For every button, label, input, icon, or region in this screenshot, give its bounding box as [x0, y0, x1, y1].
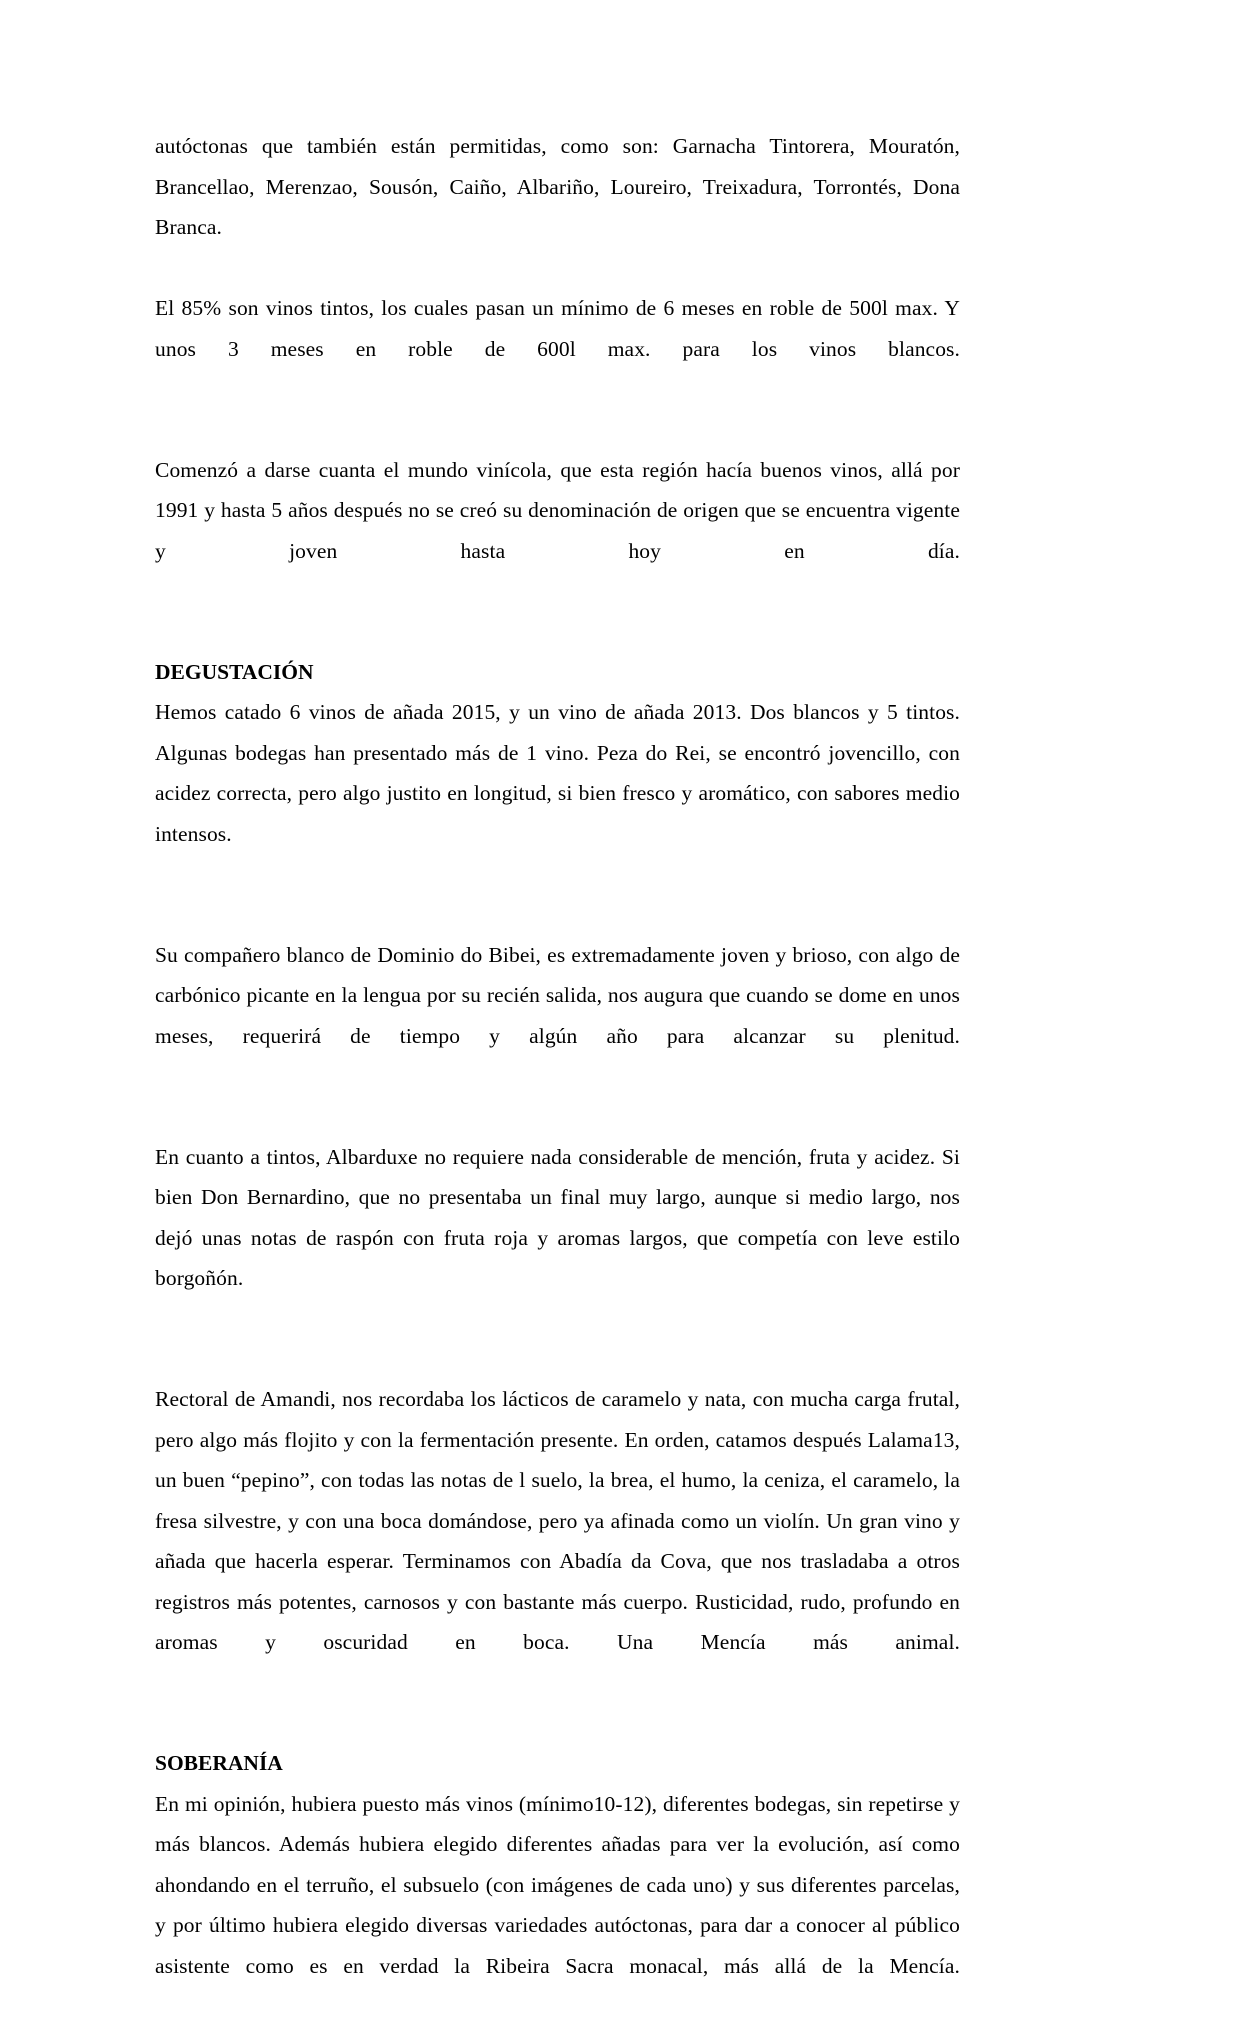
paragraph-tintos-roble: El 85% son vinos tintos, los cuales pasan un mínimo de 6 meses en roble de 500l max. Y unos 3 meses en roble de 600l max. para los vinos blancos. [155, 296, 960, 361]
document-body [155, 126, 960, 2027]
spacer [155, 1097, 960, 1137]
paragraph-dominio-do-bibei: Su compañero blanco de Dominio do Bibei, es extremadamente joven y brioso, con algo de carbónico picante en la lengua por su recién salida, nos augura que cuando se dome en unos meses, requerirá de tiempo y algún año para alcanzar su plenitud. [155, 942, 960, 1048]
paragraph-autoctonas: autóctonas que también están permitidas, como son: Garnacha Tintorera, Mouratón, Brancellao, Merenzao, Sousón, Caiño, Albariño, Loureiro, Treixadura, Torrontés, Dona Branca. [155, 134, 960, 239]
spacer [155, 1339, 960, 1379]
spacer [155, 612, 960, 652]
paragraph-opinion-final: En mi opinión, hubiera puesto más vinos (mínimo10-12), diferentes bodegas, sin repetirse y más blancos. Además hubiera elegido diferentes añadas para ver la evolución, así como ahondando en el terruño, el subsuelo (con imágenes de cada uno) y sus diferentes parcelas, y por último hubiera elegido diversas variedades autóctonas, para dar a conocer al público asistente como es en verdad la Ribeira Sacra monacal, más allá de la Mencía. [155, 1791, 960, 1978]
paragraph-albarduxe-don-bernardino: En cuanto a tintos, Albarduxe no requiere nada considerable de mención, fruta y acidez. Si bien Don Bernardino, que no presentaba un final muy largo, aunque si medio largo, nos dejó unas notas de raspón con fruta roja y aromas largos, que competía con leve estilo borgoñón. [155, 1144, 960, 1290]
section-heading-degustacion: DEGUSTACIÓN [155, 659, 314, 684]
paragraph-peza-do-rei: Hemos catado 6 vinos de añada 2015, y un vino de añada 2013. Dos blancos y 5 tintos. Algunas bodegas han presentado más de 1 vino. Peza do Rei, se encontró jovencillo, con acidez correcta, pero algo justito en longitud, si bien fresco y aromático, con sabores medio intensos. [155, 700, 960, 846]
paragraph-denominacion-origen: Comenzó a darse cuanta el mundo vinícola, que esta región hacía buenos vinos, allá por 1991 y hasta 5 años después no se creó su denominación de origen que se encuentra vigente y joven hasta hoy en día. [155, 457, 960, 563]
spacer [155, 410, 960, 450]
paragraph-rectoral-de-amandi: Rectoral de Amandi, nos recordaba los lácticos de caramelo y nata, con mucha carga frutal, pero algo más flojito y con la fermentación presente. En orden, catamos después Lalama13, un buen “pepino”, con todas las notas de l suelo, la brea, el humo, la ceniza, el caramelo, la fresa silvestre, y con una boca domándose, pero ya afinada como un violín. Un gran vino y añada que hacerla esperar. Terminamos con Abadía da Cova, que nos trasladaba a otros registros más potentes, carnosos y con bastante más cuerpo. Rusticidad, rudo, profundo en aromas y oscuridad en boca. Una Mencía más animal. [155, 1387, 960, 1654]
section-heading-soberania: SOBERANÍA [155, 1751, 283, 1775]
spacer [155, 895, 960, 935]
spacer [155, 1703, 960, 1743]
